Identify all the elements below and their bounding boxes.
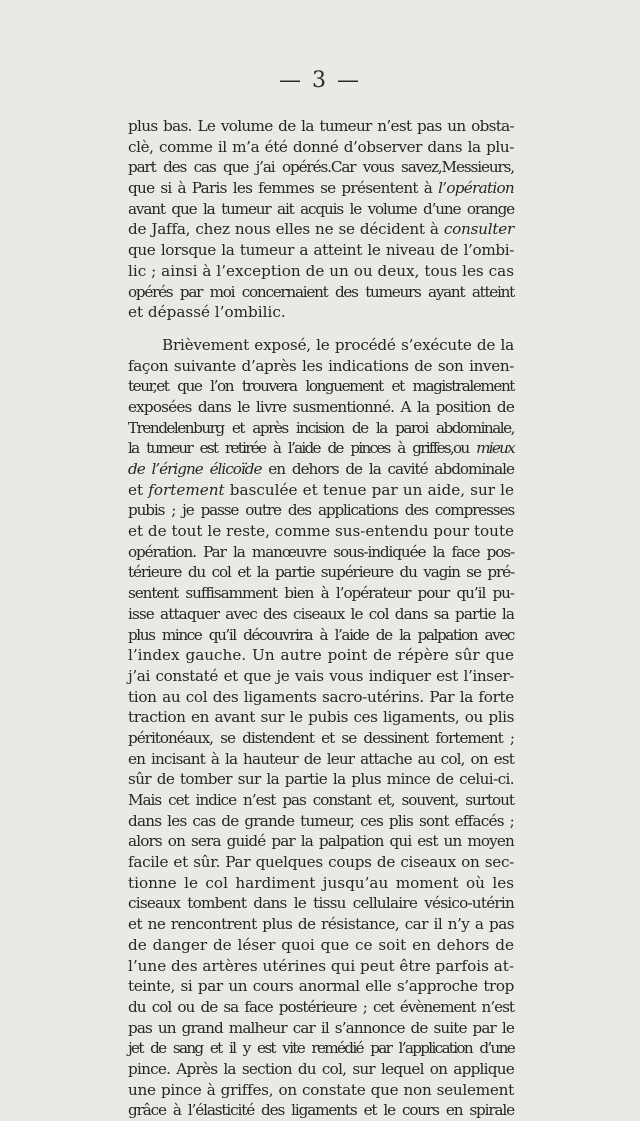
text-line: jet de sang et il y est vite remédié par l’application d’une: [128, 1039, 514, 1058]
text-line: que lorsque la tumeur a atteint le niveau de l’ombi-: [128, 241, 514, 260]
text-line: isse attaquer avec des ciseaux le col dans sa partie la: [128, 604, 514, 623]
text-line: Mais cet indice n’est pas constant et, souvent, surtout: [128, 791, 514, 809]
text-line: exposées dans le livre susmentionné. A la position de: [128, 397, 514, 416]
paragraph-2: [128, 335, 514, 1121]
text-fragment: la tumeur est retirée à l’aide de pinces à griffes,ou: [128, 439, 477, 458]
text-line: façon suivante d’après les indications de son inven-: [128, 356, 514, 375]
text-line: térieure du col et la partie supérieure du vagin se pré-: [128, 563, 514, 582]
text-line: péritonéaux, se distendent et se dessinent fortement ;: [128, 728, 514, 747]
text-line: dans les cas de grande tumeur, ces plis sont effacés ;: [128, 811, 514, 830]
text-line: opération. Par la manœuvre sous-indiquée la face pos-: [128, 542, 514, 561]
text-fragment: en dehors de la cavité abdominale: [261, 460, 514, 478]
text-line: lic ; ainsi à l’exception de un ou deux, tous les cas: [128, 261, 514, 280]
text-line: pubis ; je passe outre des applications des compresses: [128, 501, 514, 520]
text-line: plus mince qu’il découvrira à l’aide de la palpation avec: [128, 625, 514, 644]
text-line: [128, 459, 514, 480]
page-number: — 3 —: [279, 68, 361, 93]
text-line: sentent suffisamment bien à l’opérateur pour qu’il pu-: [128, 584, 514, 603]
text-line: teur,et que l’on trouvera longuement et magistralement: [128, 377, 514, 396]
text-line: avant que la tumeur ait acquis le volume d’une orange: [128, 199, 514, 218]
text-line: du col ou de sa face postérieure ; cet évènement n’est: [128, 997, 514, 1016]
text-line: opérés par moi concernaient des tumeurs ayant atteint: [128, 282, 514, 301]
text-line: [128, 178, 514, 199]
text-line: alors on sera guidé par la palpation qui est un moyen: [128, 832, 514, 851]
text-line: clè, comme il m’a été donné d’observer dans la plu-: [128, 137, 514, 156]
text-line: [128, 438, 514, 459]
text-line: pas un grand malheur car il s’annonce de suite par le: [128, 1018, 514, 1037]
italic-word: mieux: [476, 439, 514, 458]
text-line: grâce à l’élasticité des ligaments et le cours en spirale: [128, 1101, 514, 1120]
text-line: l’une des artères utérines qui peut être parfois at-: [128, 956, 514, 975]
text-line: Trendelenburg et après incision de la paroi abdominale,: [128, 418, 514, 437]
text-line: et de tout le reste, comme sus-entendu pour toute: [128, 522, 514, 541]
text-line: traction en avant sur le pubis ces ligaments, ou plis: [128, 708, 514, 727]
text-line: plus bas. Le volume de la tumeur n’est pas un obsta-: [128, 117, 514, 135]
text-fragment: et: [128, 480, 149, 499]
text-line: tion au col des ligaments sacro-utérins. Par la forte: [128, 687, 514, 706]
text-line: l’index gauche. Un autre point de répère sûr que: [128, 646, 514, 665]
text-line: sûr de tomber sur la partie la plus mince de celui-ci.: [128, 770, 514, 789]
text-line: et dépassé l’ombilic.: [128, 303, 286, 322]
text-line: ciseaux tombent dans le tissu cellulaire vésico-utérin: [128, 894, 514, 913]
text-line: part des cas que j’ai opérés.Car vous savez,Messieurs,: [128, 158, 514, 177]
text-line: j’ai constaté et que je vais vous indiquer est l’inser-: [128, 666, 514, 685]
text-line: Brièvement exposé, le procédé s’exécute de la: [162, 335, 514, 354]
italic-word: fortement: [148, 480, 225, 499]
italic-phrase: de l’érigne élicoïde: [128, 460, 262, 478]
text-line: et ne rencontrent plus de résistance, car il n’y a pas: [128, 915, 514, 934]
body-text: [128, 116, 514, 1121]
text-line: [128, 219, 514, 240]
text-line: [128, 480, 514, 501]
text-line: pince. Après la section du col, sur lequel on applique: [128, 1059, 514, 1078]
italic-word: consulter: [443, 220, 514, 239]
text-line: une pince à griffes, on constate que non seulement: [128, 1080, 514, 1099]
text-line: en incisant à la hauteur de leur attache au col, on est: [128, 749, 514, 768]
paragraph-1: [128, 116, 514, 323]
text-line: facile et sûr. Par quelques coups de ciseaux on sec-: [128, 853, 514, 872]
text-line: tionne le col hardiment jusqu’au moment où les: [128, 873, 514, 892]
text-fragment: basculée et tenue par un aide, sur le: [224, 480, 514, 499]
text-line: de danger de léser quoi que ce soit en dehors de: [128, 935, 514, 954]
italic-word: l’opération: [438, 179, 514, 198]
text-fragment: de Jaffa, chez nous elles ne se décident à: [128, 220, 444, 239]
text-line: teinte, si par un cours anormal elle s’approche trop: [128, 977, 514, 996]
text-fragment: que si à Paris les femmes se présentent à: [128, 179, 439, 198]
